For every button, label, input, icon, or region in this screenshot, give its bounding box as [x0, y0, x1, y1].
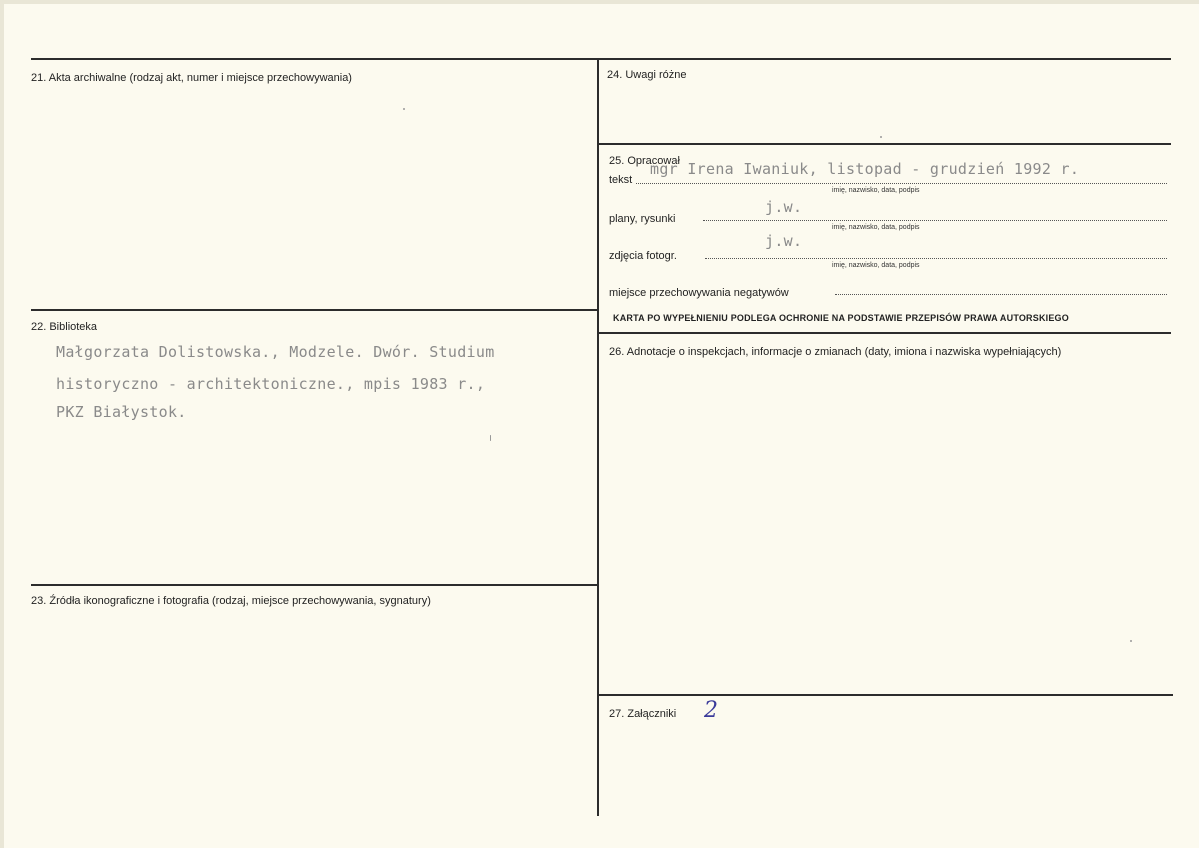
top-edge	[0, 0, 1199, 4]
plany-caption: imię, nazwisko, data, podpis	[832, 224, 920, 231]
attachments-count: 2	[704, 698, 718, 723]
center-divider	[597, 58, 599, 816]
left-edge	[0, 0, 4, 848]
tekst-value: mgr Irena Iwaniuk, listopad - grudzień 1992 r.	[650, 160, 1080, 178]
zdjecia-label: zdjęcia fotogr.	[609, 250, 677, 262]
top-rule	[31, 58, 1171, 60]
section-25-label: 25. Opracował	[609, 155, 680, 167]
rule-26-27	[597, 694, 1173, 696]
section-23-label: 23. Źródła ikonograficzne i fotografia (rodzaj, miejsce przechowywania, sygnatury)	[31, 595, 431, 607]
negatywy-label: miejsce przechowywania negatywów	[609, 287, 789, 299]
zdjecia-caption: imię, nazwisko, data, podpis	[832, 262, 920, 269]
paper-speck	[403, 108, 405, 110]
rule-24-25	[597, 143, 1171, 145]
plany-value: j.w.	[765, 198, 803, 216]
plany-line	[703, 220, 1167, 221]
rule-22-23	[31, 584, 598, 586]
copyright-notice: KARTA PO WYPEŁNIENIU PODLEGA OCHRONIE NA PODSTAWIE PRZEPISÓW PRAWA AUTORSKIEGO	[613, 313, 1069, 323]
library-entry-line-3: PKZ Białystok.	[56, 403, 187, 421]
negatywy-line	[835, 294, 1167, 295]
library-entry-line-1: Małgorzata Dolistowska., Modzele. Dwór. Studium	[56, 343, 495, 361]
section-27-label: 27. Załączniki	[609, 708, 677, 720]
rule-21-22	[31, 309, 598, 311]
library-entry-line-2: historyczno - architektoniczne., mpis 1983 r.,	[56, 375, 486, 393]
plany-label: plany, rysunki	[609, 213, 676, 225]
zdjecia-line	[705, 258, 1167, 259]
tekst-caption: imię, nazwisko, data, podpis	[832, 187, 920, 194]
section-26-label: 26. Adnotacje o inspekcjach, informacje o zmianach (daty, imiona i nazwiska wypełniających)	[609, 346, 1062, 358]
rule-25-26	[597, 332, 1171, 334]
tekst-line	[636, 183, 1167, 184]
paper-speck	[490, 435, 491, 441]
tekst-label: tekst	[609, 174, 633, 186]
section-22-label: 22. Biblioteka	[31, 321, 98, 333]
section-24-label: 24. Uwagi różne	[607, 69, 687, 81]
paper-speck	[880, 136, 882, 138]
paper-speck	[1130, 640, 1132, 642]
section-21-label: 21. Akta archiwalne (rodzaj akt, numer i miejsce przechowywania)	[31, 72, 352, 84]
zdjecia-value: j.w.	[765, 232, 803, 250]
